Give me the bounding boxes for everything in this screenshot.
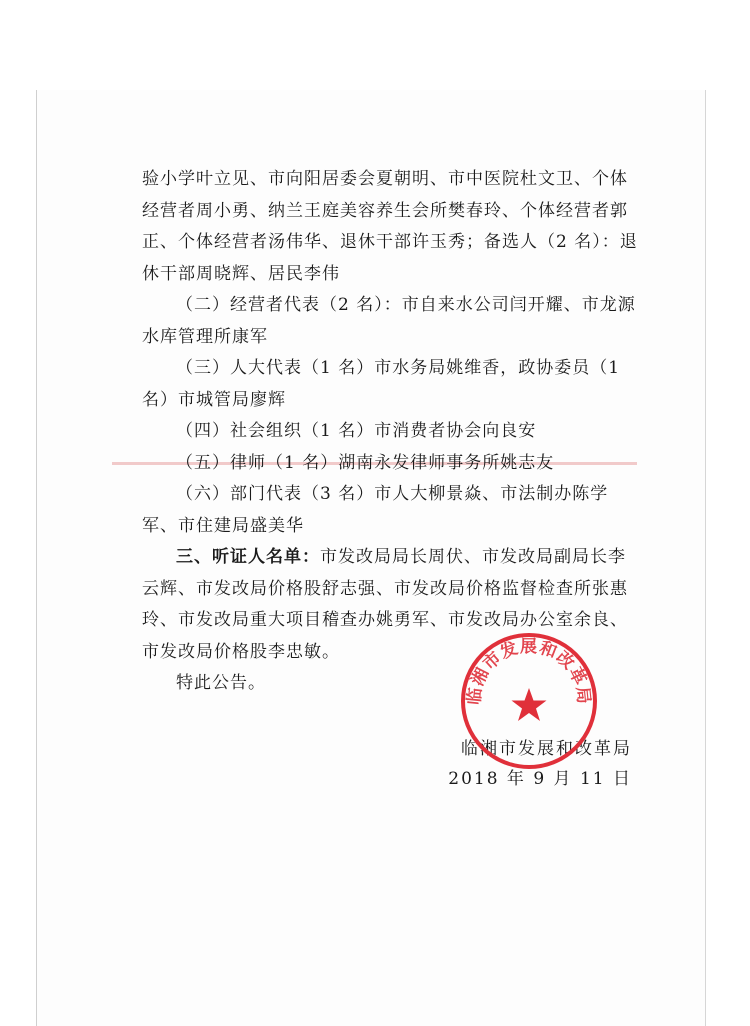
paragraph-continuation: 验小学叶立见、市向阳居委会夏朝明、市中医院杜文卫、个体经营者周小勇、纳兰王庭美容养生会所樊春玲、个体经营者郭正、个体经营者汤伟华、退休干部许玉秀；备选人（2 名）：退休干部周晓辉、居民李伟 — [142, 169, 638, 284]
section-three-text: 市发改局局长周伏、市发改局副局长李云辉、市发改局价格股舒志强、市发改局价格监督检查所张惠玲、市发改局重大项目稽查办姚勇军、市发改局办公室余良、市发改局价格股李忠敏。 — [142, 547, 628, 662]
paragraph-social-org: （四）社会组织（1 名）市消费者协会向良安 — [176, 421, 537, 441]
notice-body — [142, 164, 640, 700]
seal-text-path: 临湘市发展和改革局 — [464, 637, 594, 706]
signature-org: 临湘市发展和改革局 — [461, 739, 632, 759]
paragraph-departments: （六）部门代表（3 名）市人大柳景焱、市法制办陈学军、市住建局盛美华 — [142, 484, 609, 536]
paragraph-lawyer: （五）律师（1 名）湖南永发律师事务所姚志友 — [176, 452, 555, 473]
paragraph-deputies: （三）人大代表（1 名）市水务局姚维香，政协委员（1 名）市城管局廖辉 — [142, 358, 621, 410]
paragraph-operators: （二）经营者代表（2 名）：市自来水公司闫开耀、市龙源水库管理所康军 — [142, 295, 636, 347]
closing-line: 特此公告。 — [176, 673, 266, 693]
section-three-heading: 三、听证人名单： — [176, 547, 320, 567]
official-seal-stamp-icon — [458, 630, 600, 772]
signature-date: 2018 年 9 月 11 日 — [448, 769, 632, 789]
seal-star-icon — [512, 688, 547, 721]
